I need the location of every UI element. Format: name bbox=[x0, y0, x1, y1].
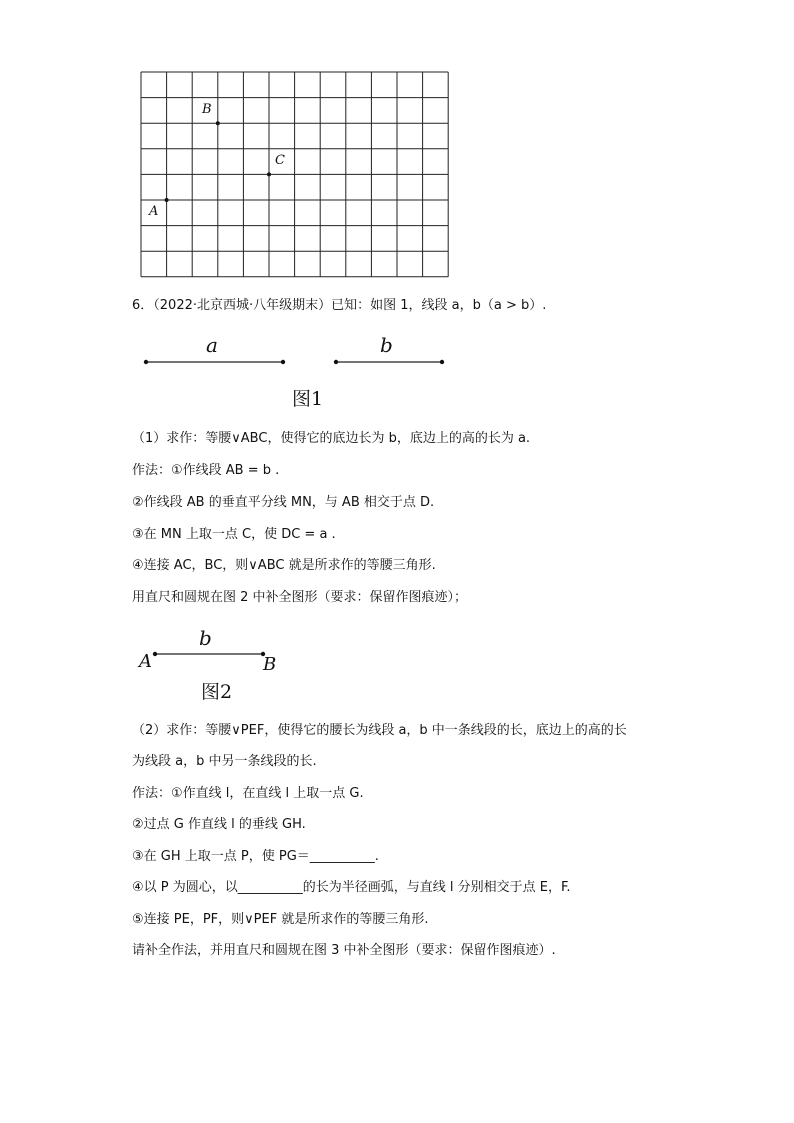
part2-step4: ④以 P 为圆心，以__________的长为半径画弧，与直线 l 分别相交于点 E，F. bbox=[132, 880, 571, 895]
part2-step2: ②过点 G 作直线 l 的垂线 GH. bbox=[132, 817, 306, 832]
part2-task-line2: 为线段 a，b 中另一条线段的长. bbox=[132, 754, 317, 769]
part2-step5: ⑤连接 PE，PF，则∨PEF 就是所求作的等腰三角形. bbox=[132, 912, 429, 927]
figure-2-segment-label: b bbox=[199, 626, 212, 650]
part2-task-line1: （2）求作：等腰∨PEF，使得它的腰长为线段 a，b 中一条线段的长，底边上的高的长 bbox=[132, 723, 627, 738]
problem-intro: 6．（2022·北京西城·八年级期末）已知：如图 1，线段 a，b（a > b）. bbox=[132, 298, 547, 313]
figure-1-caption: 图1 bbox=[292, 388, 324, 410]
figure-2-point-b: B bbox=[263, 654, 277, 675]
figure-2-caption: 图2 bbox=[201, 681, 233, 703]
part1-step4: ④连接 AC，BC，则∨ABC 就是所求作的等腰三角形. bbox=[132, 558, 436, 573]
part1-step1: 作法：①作线段 AB = b . bbox=[132, 463, 280, 478]
segment-a-label: a bbox=[206, 333, 218, 357]
figure-2-point-a: A bbox=[139, 651, 152, 672]
part2-step1: 作法：①作直线 l，在直线 l 上取一点 G. bbox=[132, 786, 364, 801]
point-label-a: A bbox=[149, 204, 159, 219]
segment-b-label: b bbox=[380, 333, 393, 357]
segment-ab-endpoint bbox=[153, 652, 157, 656]
part1-task: （1）求作：等腰∨ABC，使得它的底边长为 b，底边上的高的长为 a. bbox=[132, 431, 531, 446]
point-label-b: B bbox=[202, 102, 212, 117]
part1-step2: ②作线段 AB 的垂直平分线 MN，与 AB 相交于点 D. bbox=[132, 495, 435, 510]
part2-step3: ③在 GH 上取一点 P，使 PG＝__________. bbox=[132, 849, 379, 864]
point-label-c: C bbox=[275, 153, 285, 168]
part1-instruction: 用直尺和圆规在图 2 中补全图形（要求：保留作图痕迹）； bbox=[132, 590, 468, 605]
part2-instruction: 请补全作法，并用直尺和圆规在图 3 中补全图形（要求：保留作图痕迹）. bbox=[132, 943, 556, 958]
part1-step3: ③在 MN 上取一点 C，使 DC = a . bbox=[132, 527, 336, 542]
